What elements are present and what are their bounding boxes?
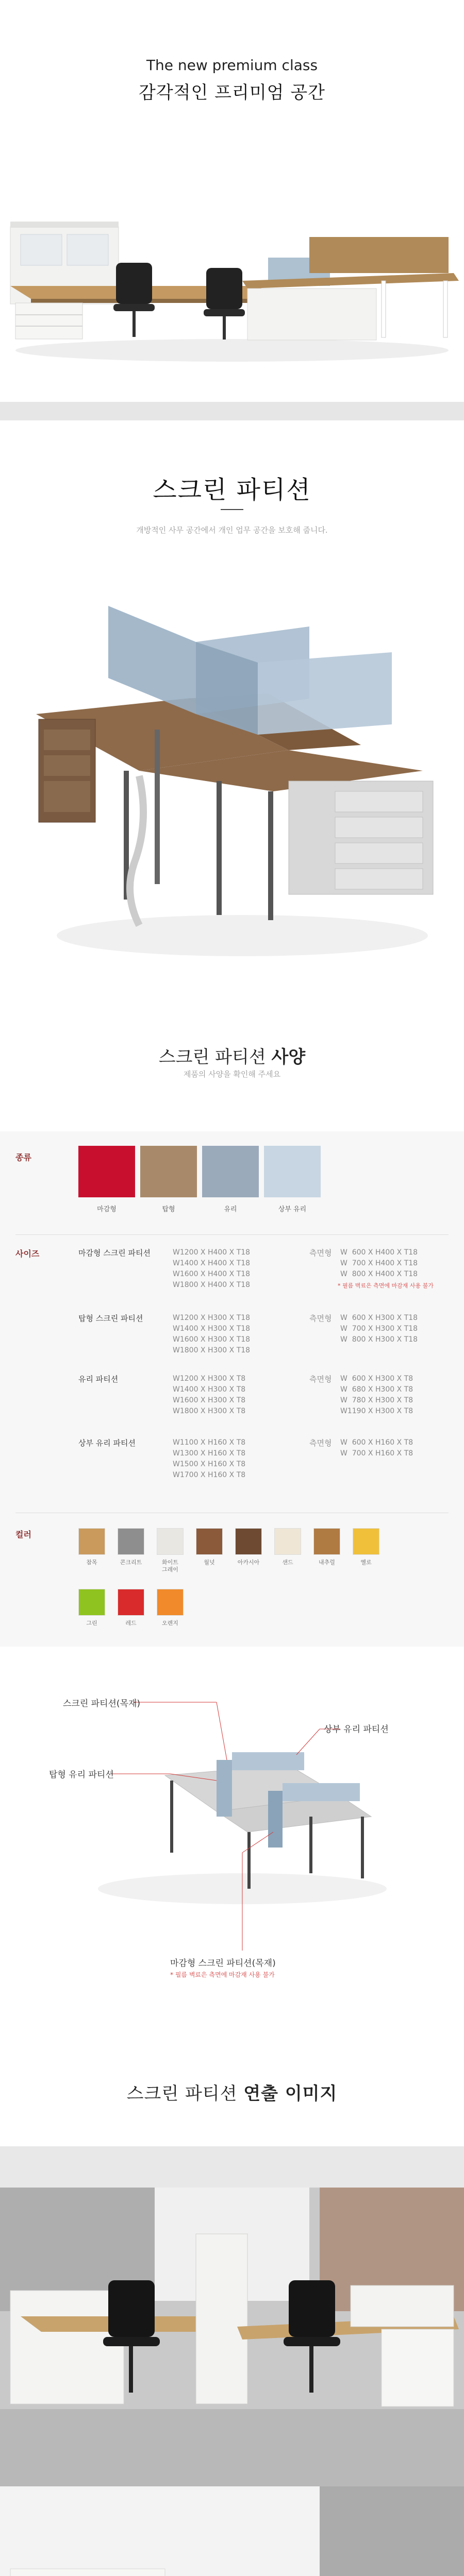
size-row-side-sizes: W 600 X H400 X T18 W 700 X H400 X T18 W 800 X H400 X T18 [340,1248,418,1278]
type-label: 유리 [224,1206,237,1213]
size-row-name: 마감형 스크린 파티션 [78,1248,151,1258]
type-label: 상부 유리 [278,1206,307,1213]
size-row-sizes: W1200 X H300 X T18 W1400 X H300 X T18 W1600 X H300 X T18 W1800 X H300 X T18 [173,1314,251,1354]
callout-upper-glass: 상부 유리 파티션 [324,1724,389,1735]
screen-partition-section [0,420,464,1013]
spec-title [0,1043,464,1068]
callout-finish-partition-wood: 마감형 스크린 파티션(목재) [170,1958,276,1969]
diagram-section [0,1647,464,2028]
color-label: 내추럴 [319,1559,335,1566]
color-chip [313,1528,340,1555]
color-label: 화이트 그레이 [162,1559,178,1573]
partition-desk-image [0,544,464,997]
type-swatch [202,1146,259,1197]
color-chip [78,1589,105,1616]
spec-description: 제품의 사양을 확인해 주세요 [183,1070,281,1079]
type-swatch [78,1146,135,1197]
callout-note: * 필름 벽료은 측면에 마감재 사용 불가 [170,1971,275,1978]
color-chip [235,1528,262,1555]
color-chip [157,1589,184,1616]
spec-header [0,1013,464,1131]
size-row-side-label: 측면형 [309,1248,332,1258]
spec-title-bold: 사양 [271,1047,306,1067]
color-label: 월넛 [204,1559,215,1566]
type-label: 탑형 [162,1206,175,1213]
size-row-side-label: 측면형 [309,1375,332,1384]
color-chip [353,1528,379,1555]
hero-section [0,0,464,402]
spec-title-light: 스크린 파티션 [158,1047,272,1067]
staging-title-bold: 연출 이미지 [243,2083,338,2104]
color-label: 참목 [86,1559,97,1566]
color-label: 샌드 [282,1559,293,1566]
size-row-label: 사이즈 [15,1249,40,1259]
size-row-side-sizes: W 600 X H300 X T18 W 700 X H300 X T18 W 800 X H300 X T18 [340,1314,418,1344]
callout-top-glass: 탑형 유리 파티션 [49,1770,114,1780]
color-label: 오렌지 [162,1620,178,1626]
size-row-sizes: W1100 X H160 X T8 W1300 X H160 X T8 W1500 X H160 X T8 W1700 X H160 X T8 [173,1438,246,1479]
spec-table [0,1131,464,1647]
staging-title-light: 스크린 파티션 [126,2083,244,2104]
screen-partition-title: 스크린 파티션 [153,476,311,504]
size-row-side-sizes: W 600 X H160 X T8 W 700 X H160 X T8 [340,1438,413,1458]
color-chip [274,1528,301,1555]
staging-image-2 [0,2486,464,2576]
size-row-name: 탑형 스크린 파티션 [78,1314,143,1323]
color-chip [78,1528,105,1555]
staging-header [0,2028,464,2146]
size-row-name: 유리 파티션 [78,1375,119,1384]
hero-title: 감각적인 프리미엄 공간 [138,82,326,103]
color-label: 옐로 [360,1559,372,1566]
type-label: 마감형 [97,1206,117,1213]
title-underline [221,509,243,510]
section-divider [0,402,464,420]
color-label: 콘크리트 [120,1559,142,1566]
color-chip [157,1528,184,1555]
size-row-side-sizes: W 600 X H300 X T8 W 680 X H300 X T8 W 780 X H300 X T8 W1190 X H300 X T8 [340,1375,413,1415]
size-row-name: 상부 유리 파티션 [78,1438,136,1448]
screen-partition-description: 개방적인 사무 공간에서 개인 업무 공간을 보호해 줍니다. [136,526,328,535]
color-label: 레드 [125,1620,137,1626]
type-swatch [264,1146,321,1197]
hero-office-image [0,196,464,366]
hero-subtitle: The new premium class [146,57,318,74]
staging-image-1 [0,2146,464,2486]
type-row-label: 종류 [15,1153,31,1162]
size-row-note: * 필름 벽료은 측면에 마감재 사용 불가 [338,1282,434,1289]
type-swatch [140,1146,197,1197]
color-label: 그린 [86,1620,97,1626]
staging-title [0,2079,464,2105]
color-chip [118,1528,144,1555]
color-label: 아카시아 [237,1559,260,1566]
color-chip [196,1528,223,1555]
size-row-sizes: W1200 X H400 X T18 W1400 X H400 X T18 W1600 X H400 X T18 W1800 X H400 X T18 [173,1248,251,1289]
color-chip [118,1589,144,1616]
size-row-side-label: 측면형 [309,1314,332,1323]
color-row-label: 컬러 [15,1530,31,1539]
size-row-side-label: 측면형 [309,1438,332,1448]
callout-screen-partition-wood: 스크린 파티션(목재) [63,1699,141,1709]
size-row-sizes: W1200 X H300 X T8 W1400 X H300 X T8 W1600 X H300 X T8 W1800 X H300 X T8 [173,1375,246,1415]
spec-section [0,1013,464,1647]
spec-divider [15,1234,449,1235]
